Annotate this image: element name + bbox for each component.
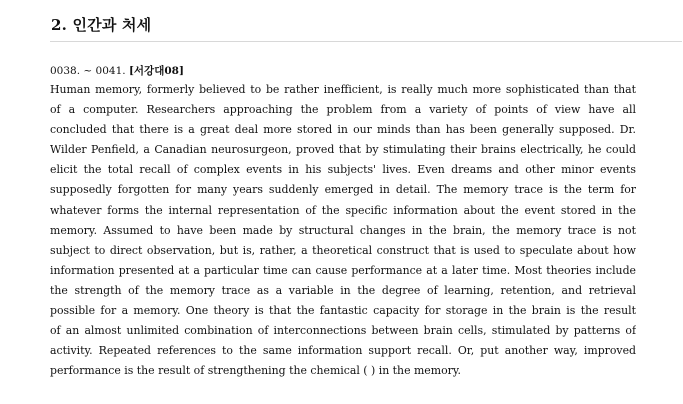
passage-line: Wilder Penfield, a Canadian neurosurgeon, proved that by stimulating their brains electrically, he could xyxy=(50,143,636,157)
passage-line: concluded that there is a great deal more stored in our minds than has been generally supposed. Dr. xyxy=(50,123,636,137)
section-title: 2. 인간과 처세 xyxy=(51,16,152,34)
passage-line: possible for a memory. One theory is that the fantastic capacity for storage in the brain is the result xyxy=(50,304,636,318)
passage-line: elicit the total recall of complex events in his subjects' lives. Even dreams and other minor events xyxy=(50,163,636,177)
passage-line: supposedly forgotten for many years suddenly emerged in detail. The memory trace is the term for xyxy=(50,183,636,197)
passage-line: subject to direct observation, but is, rather, a theoretical construct that is used to speculate about how xyxy=(50,243,636,257)
question-reference xyxy=(50,64,184,78)
question-source: [서강대08] xyxy=(128,65,184,77)
question-number: 0038. ~ 0041. xyxy=(50,65,126,77)
passage-line: information presented at a particular time can cause performance at a later time. Most theories include xyxy=(50,263,636,277)
section-divider xyxy=(50,41,682,42)
passage-line: of a computer. Researchers approaching the problem from a variety of points of view have all xyxy=(50,103,636,117)
passage-line: Human memory, formerly believed to be rather inefficient, is really much more sophisticated than that xyxy=(50,83,636,96)
passage-line: whatever forms the internal representation of the specific information about the event stored in the xyxy=(50,203,636,217)
reading-passage xyxy=(50,80,636,381)
passage-line: the strength of the memory trace as a variable in the degree of learning, retention, and retrieval xyxy=(50,283,636,297)
passage-line: memory. Assumed to have been made by structural changes in the brain, the memory trace is not xyxy=(50,223,636,237)
passage-line: performance is the result of strengthening the chemical ( ) in the memory. xyxy=(50,364,462,378)
passage-line: activity. Repeated references to the same information support recall. Or, put another way, improved xyxy=(50,344,636,358)
passage-line: of an almost unlimited combination of interconnections between brain cells, stimulated by patterns of xyxy=(50,324,636,338)
